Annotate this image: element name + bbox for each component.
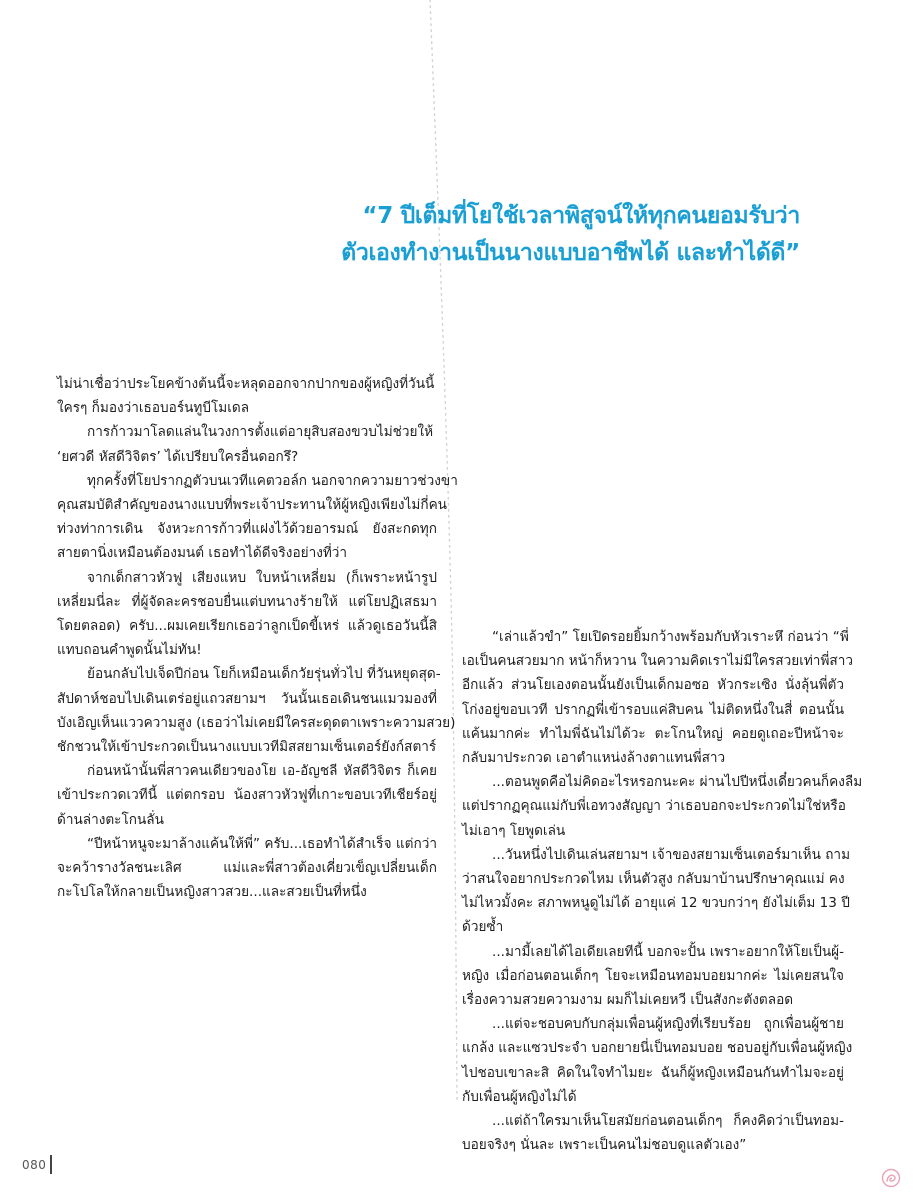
paragraph	[57, 420, 437, 468]
text-line: ชักชวนให้เข้าประกวดเป็นนางแบบเวทีมิสสยามเซ็นเตอร์ยังก์สตาร์	[57, 739, 437, 756]
left-text-column	[57, 372, 458, 904]
text-line: กับเพื่อนผู้หญิงไม่ได้	[462, 1088, 577, 1105]
paragraph	[462, 625, 853, 770]
right-text-column	[462, 625, 863, 1157]
text-line: หญิง เมื่อก่อนตอนเด็กๆ โยจะเหมือนทอมบอยมากค่ะ ไม่เคยสนใจ	[462, 967, 844, 984]
text-line: ด้านล่างตะโกนลั่น	[57, 811, 164, 828]
text-line: สายตานิ่งเหมือนต้องมนต์ เธอทำได้ดีจริงอย่างที่ว่า	[57, 545, 348, 562]
text-line: ไม่เอาๆ โยพูดเล่น	[462, 822, 566, 839]
text-line: ย้อนกลับไปเจ็ดปีก่อน โยก็เหมือนเด็กวัยรุ่นทั่วไป ที่วันหยุดสุด-	[87, 666, 441, 683]
paragraph	[462, 940, 844, 1013]
paragraph	[57, 372, 437, 420]
text-line: กลับมาประกวด เอาตำแหน่งล้างตาแทนพี่สาว	[462, 750, 726, 767]
paragraph	[57, 662, 456, 759]
text-line: แกล้ง และแซวประจำ บอกยายนี่เป็นทอมบอย ชอบอยู่กับเพื่อนผู้หญิง	[462, 1040, 853, 1057]
text-line: ...มามี้เลยได้ไอเดียเลยทีนี้ บอกจะปั้น เพราะอยากให้โยเป็นผู้-	[492, 943, 844, 960]
text-line: อีกแล้ว ส่วนโยเองตอนนั้นยังเป็นเด็กมอซอ หัวกระเซิง นั่งลุ้นพี่ตัว	[462, 677, 844, 694]
text-line: ...แต่จะชอบคบกับกลุ่มเพื่อนผู้หญิงที่เรียบร้อย ถูกเพื่อนผู้ชาย	[492, 1016, 844, 1033]
paragraph	[57, 759, 437, 832]
text-line: กะโปโลให้กลายเป็นหญิงสาวสวย...และสวยเป็นที่หนึ่ง	[57, 884, 367, 901]
text-line: เหลี่ยมนี่ละ ที่ผู้จัดละครชอบยื่นแต่บทนางร้ายให้ แต่โยปฏิเสธมา	[57, 593, 437, 610]
paragraph	[57, 469, 458, 566]
text-line: เอเป็นคนสวยมาก หน้าก็หวาน ในความคิดเราไม่มีใครสวยเท่าพี่สาว	[462, 653, 853, 670]
text-line: จากเด็กสาวหัวฟู เสียงแหบ ใบหน้าเหลี่ยม (ก็เพราะหน้ารูป	[87, 569, 437, 586]
text-line: การก้าวมาโลดแล่นในวงการตั้งแต่อายุสิบสองขวบไม่ช่วยให้	[87, 424, 434, 441]
publisher-logo-icon	[881, 1168, 901, 1188]
pull-quote-line: “7 ปีเต็มที่โยใช้เวลาพิสูจน์ให้ทุกคนยอมรับว่า	[362, 203, 800, 229]
text-line: ไม่น่าเชื่อว่าประโยคข้างต้นนี้จะหลุดออกจากปากของผู้หญิงที่วันนี้	[57, 376, 435, 392]
text-line: ไม่ไหวมั้งคะ สภาพหนูดูไม่ได้ อายุแค่ 12 ขวบกว่าๆ ยังไม่เต็ม 13 ปี	[462, 895, 850, 912]
text-line: เข้าประกวดเวทีนี้ แต่ตกรอบ น้องสาวหัวฟูที่เกาะขอบเวทีเชียร์อยู่	[57, 787, 437, 804]
text-line: ไปชอบเขาละสิ คิดในใจทำไมยะ ฉันก็ผู้หญิงเหมือนกันทำไมจะอยู่	[462, 1064, 844, 1081]
text-line: แต่ปรากฏคุณแม่กับพี่เอทวงสัญญา ว่าเธอบอกจะประกวดไม่ใช่หรือ	[462, 798, 846, 815]
text-line: ใครๆ ก็มองว่าเธอบอร์นทูบีโมเดล	[57, 400, 250, 417]
paragraph	[462, 1012, 853, 1109]
page-number: 080	[22, 1158, 47, 1172]
paragraph	[462, 843, 851, 940]
text-line: ...แต่ถ้าใครมาเห็นโยสมัยก่อนตอนเด็กๆ ก็คงคิดว่าเป็นทอม-	[492, 1113, 844, 1130]
paragraph	[57, 566, 437, 663]
text-line: ก่อนหน้านั้นพี่สาวคนเดียวของโย เอ-อัญชลี หัสดีวิจิตร ก็เคย	[87, 763, 437, 780]
page-number-divider	[50, 1155, 52, 1174]
text-line: ท่วงท่าการเดิน จังหวะการก้าวที่แฝงไว้ด้วยอารมณ์ ยังสะกดทุก	[57, 521, 437, 538]
text-line: บังเอิญเห็นแววความสูง (เธอว่าไม่เคยมีใครสะดุดตาเพราะความสวย)	[57, 714, 456, 731]
text-line: “ปีหน้าหนูจะมาล้างแค้นให้พี่” ครับ...เธอทำได้สำเร็จ แต่กว่า	[87, 835, 437, 852]
text-line: โก่งอยู่ขอบเวที ปรากฏพี่เข้ารอบแค่สิบคน ไม่ติดหนึ่งในสี่ ตอนนั้น	[462, 701, 844, 718]
text-line: จะคว้ารางวัลชนะเลิศ แม่และพี่สาวต้องเคี่ยวเข็ญเปลี่ยนเด็ก	[57, 860, 437, 877]
text-line: แค้นมากค่ะ ทำไมพี่ฉันไม่ได้วะ ตะโกนใหญ่ คอยดูเถอะปีหน้าจะ	[462, 725, 844, 742]
text-line: แทบถอนคำพูดนั้นไม่ทัน!	[57, 642, 202, 659]
pull-quote	[300, 198, 800, 272]
text-line: คุณสมบัติสำคัญของนางแบบที่พระเจ้าประทานให้ผู้หญิงเพียงไม่กี่คน	[57, 497, 447, 514]
text-line: ด้วยซ้ำ	[462, 919, 504, 936]
text-line: โดยตลอด) ครับ...ผมเคยเรียกเธอว่าลูกเป็ดขี้เหร่ แล้วดูเธอวันนี้สิ	[57, 618, 437, 635]
text-line: บอยจริงๆ นั่นละ เพราะเป็นคนไม่ชอบดูแลตัวเอง”	[462, 1137, 747, 1154]
paragraph	[462, 770, 863, 843]
text-line: ทุกครั้งที่โยปรากฏตัวบนเวทีแคตวอล์ก นอกจากความยาวช่วงขา	[87, 472, 458, 489]
text-line: ว่าสนใจอยากประกวดไหม เห็นตัวสูง กลับมาบ้านปรึกษาคุณแม่ คง	[462, 871, 845, 888]
text-line: เรื่องความสวยความงาม ผมก็ไม่เคยหวี เป็นสังกะตังตลอด	[462, 992, 794, 1009]
pull-quote-line: ตัวเองทำงานเป็นนางแบบอาชีพได้ และทำได้ดี”	[341, 240, 800, 266]
text-line: ‘ยศวดี หัสดีวิจิตร’ ได้เปรียบใครอื่นดอกรึ?	[57, 448, 299, 465]
paragraph	[57, 832, 437, 905]
paragraph	[462, 1109, 844, 1157]
text-line: ...วันหนึ่งไปเดินเล่นสยามฯ เจ้าของสยามเซ็นเตอร์มาเห็น ถาม	[492, 846, 851, 863]
text-line: “เล่าแล้วขำ” โยเปิดรอยยิ้มกว้างพร้อมกับหัวเราะหึ ก่อนว่า “พี่	[492, 629, 849, 645]
text-line: ...ตอนพูดคือไม่คิดอะไรหรอกนะคะ ผ่านไปปีหนึ่งเดี๋ยวคนก็คงลืม	[492, 774, 863, 791]
text-line: สัปดาห์ชอบไปเดินเตร่อยู่แถวสยามฯ วันนั้นเธอเดินชนแมวมองที่	[57, 690, 437, 707]
